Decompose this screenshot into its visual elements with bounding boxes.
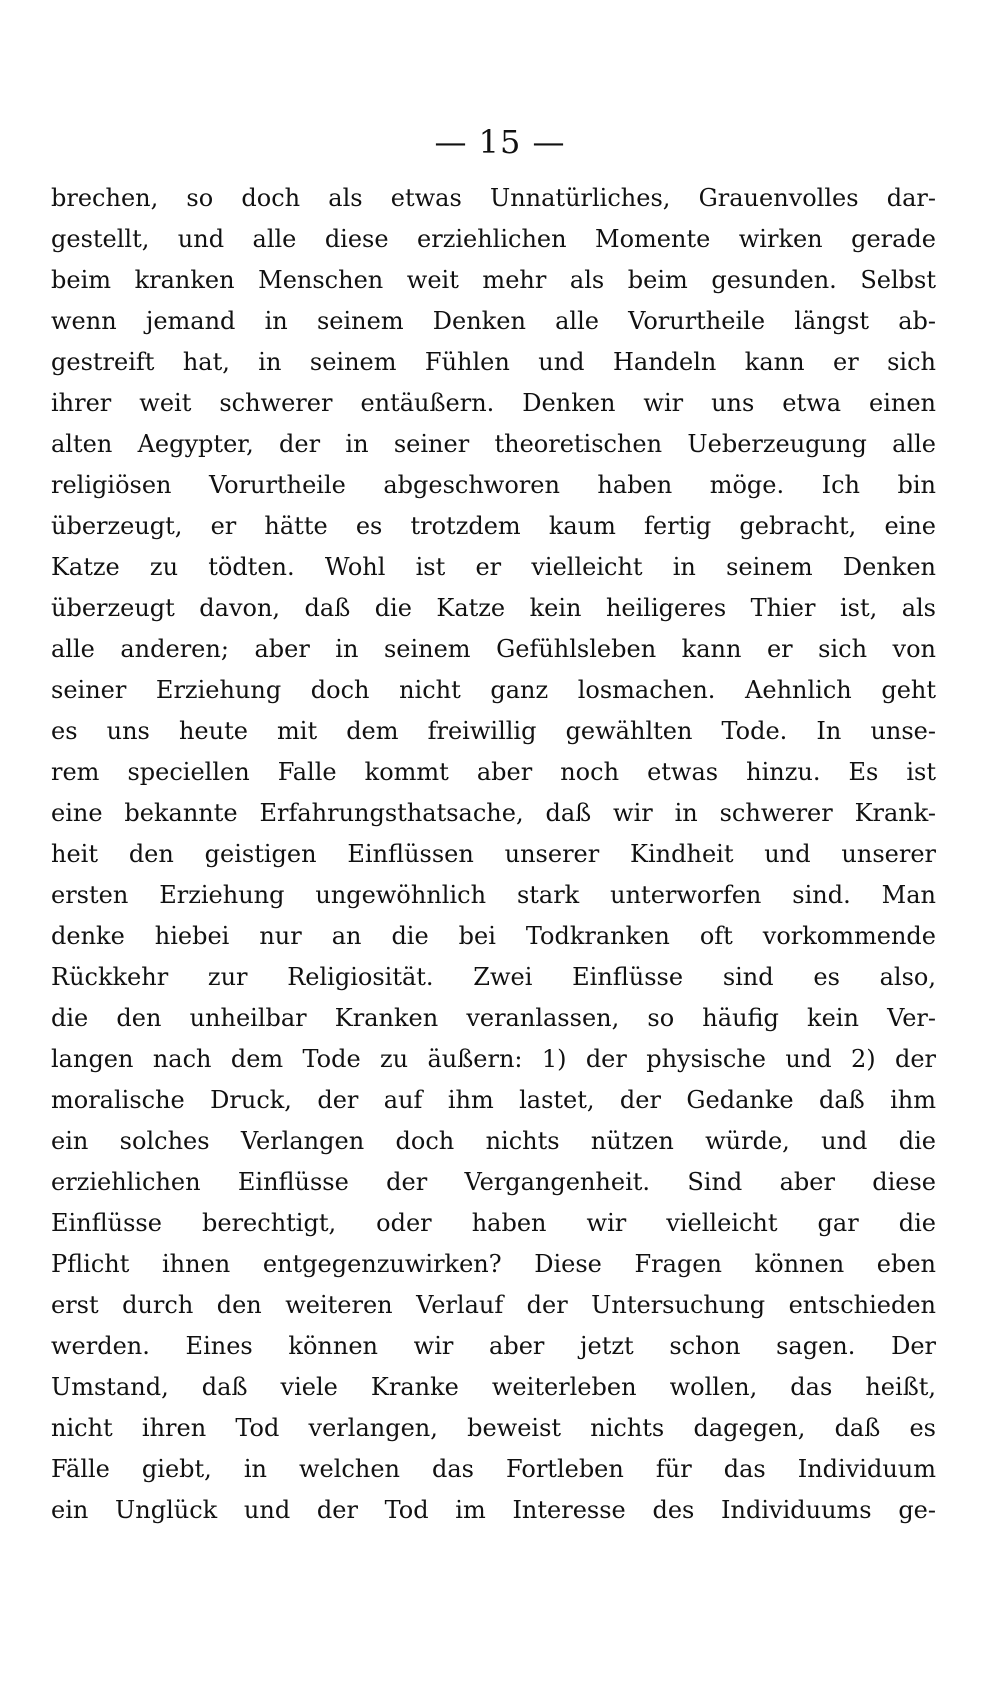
text-line: brechen, so doch als etwas Unnatürliches, Grauenvolles dar- bbox=[51, 184, 936, 212]
text-line: gestreift hat, in seinem Fühlen und Handeln kann er sich bbox=[51, 348, 936, 376]
text-line: alle anderen; aber in seinem Gefühlsleben kann er sich von bbox=[51, 635, 936, 663]
text-line: Pflicht ihnen entgegenzuwirken? Diese Fragen können eben bbox=[51, 1250, 936, 1278]
text-line: alten Aegypter, der in seiner theoretischen Ueberzeugung alle bbox=[51, 430, 936, 458]
text-line: seiner Erziehung doch nicht ganz losmachen. Aehnlich geht bbox=[51, 676, 936, 704]
text-line: Umstand, daß viele Kranke weiterleben wollen, das heißt, bbox=[51, 1373, 936, 1401]
text-line: Katze zu tödten. Wohl ist er vielleicht in seinem Denken bbox=[51, 553, 936, 581]
page-number: — 15 — bbox=[434, 123, 566, 161]
text-line: ersten Erziehung ungewöhnlich stark unterworfen sind. Man bbox=[51, 881, 936, 909]
text-line: überzeugt davon, daß die Katze kein heiligeres Thier ist, als bbox=[51, 594, 936, 622]
text-line: wenn jemand in seinem Denken alle Vorurtheile längst ab- bbox=[51, 307, 936, 335]
text-line: ihrer weit schwerer entäußern. Denken wir uns etwa einen bbox=[51, 389, 936, 417]
text-line: moralische Druck, der auf ihm lastet, der Gedanke daß ihm bbox=[51, 1086, 936, 1114]
text-line: überzeugt, er hätte es trotzdem kaum fertig gebracht, eine bbox=[51, 512, 936, 540]
text-line: langen nach dem Tode zu äußern: 1) der physische und 2) der bbox=[51, 1045, 936, 1073]
text-line: ein Unglück und der Tod im Interesse des Individuums ge- bbox=[51, 1496, 936, 1524]
text-line: heit den geistigen Einflüssen unserer Kindheit und unserer bbox=[51, 840, 936, 868]
text-line: rem speciellen Falle kommt aber noch etwas hinzu. Es ist bbox=[51, 758, 936, 786]
text-line: eine bekannte Erfahrungsthatsache, daß wir in schwerer Krank- bbox=[51, 799, 936, 827]
text-line: beim kranken Menschen weit mehr als beim gesunden. Selbst bbox=[51, 266, 936, 294]
text-line: erziehlichen Einflüsse der Vergangenheit. Sind aber diese bbox=[51, 1168, 936, 1196]
body-text bbox=[51, 178, 936, 1531]
text-line: religiösen Vorurtheile abgeschworen haben möge. Ich bin bbox=[51, 471, 936, 499]
text-line: es uns heute mit dem freiwillig gewählten Tode. In unse- bbox=[51, 717, 936, 745]
text-line: Einflüsse berechtigt, oder haben wir vielleicht gar die bbox=[51, 1209, 936, 1237]
text-line: erst durch den weiteren Verlauf der Untersuchung entschieden bbox=[51, 1291, 936, 1319]
text-line: denke hiebei nur an die bei Todkranken oft vorkommende bbox=[51, 922, 936, 950]
text-line: nicht ihren Tod verlangen, beweist nichts dagegen, daß es bbox=[51, 1414, 936, 1442]
text-line: Fälle giebt, in welchen das Fortleben für das Individuum bbox=[51, 1455, 936, 1483]
text-line: werden. Eines können wir aber jetzt schon sagen. Der bbox=[51, 1332, 936, 1360]
text-line: Rückkehr zur Religiosität. Zwei Einflüsse sind es also, bbox=[51, 963, 936, 991]
text-line: die den unheilbar Kranken veranlassen, so häufig kein Ver- bbox=[51, 1004, 936, 1032]
text-line: gestellt, und alle diese erziehlichen Momente wirken gerade bbox=[51, 225, 936, 253]
text-line: ein solches Verlangen doch nichts nützen würde, und die bbox=[51, 1127, 936, 1155]
